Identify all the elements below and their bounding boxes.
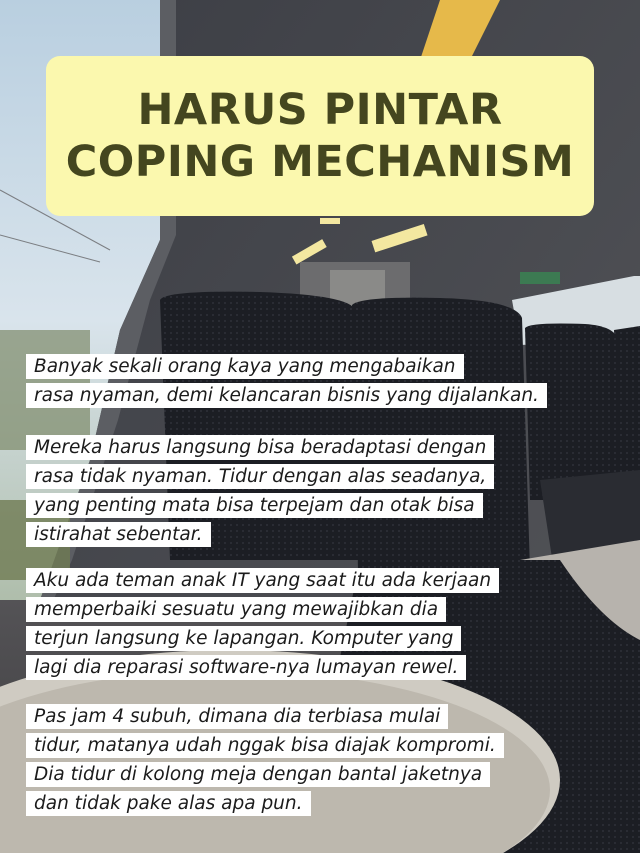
title-card	[46, 56, 594, 216]
caption-line: Dia tidur di kolong meja dengan bantal jaketnya	[26, 762, 490, 787]
caption-line: Banyak sekali orang kaya yang mengabaikan	[26, 354, 464, 379]
caption-line: Pas jam 4 subuh, dimana dia terbiasa mulai	[26, 704, 448, 729]
title-line-1: HARUS PINTAR	[137, 85, 503, 135]
caption-line: Aku ada teman anak IT yang saat itu ada kerjaan	[26, 568, 499, 593]
title-line-2: COPING MECHANISM	[65, 137, 575, 187]
caption-line: tidur, matanya udah nggak bisa diajak kompromi.	[26, 733, 504, 758]
paragraph-4	[26, 704, 504, 820]
caption-line: terjun langsung ke lapangan. Komputer yang	[26, 626, 461, 651]
caption-line: rasa nyaman, demi kelancaran bisnis yang dijalankan.	[26, 383, 547, 408]
caption-line: lagi dia reparasi software-nya lumayan rewel.	[26, 655, 466, 680]
caption-line: Mereka harus langsung bisa beradaptasi dengan	[26, 435, 494, 460]
paragraph-3	[26, 568, 499, 684]
caption-line: yang penting mata bisa terpejam dan otak bisa	[26, 493, 483, 518]
paragraph-1	[26, 354, 547, 412]
caption-line: istirahat sebentar.	[26, 522, 211, 547]
caption-line: memperbaiki sesuatu yang mewajibkan dia	[26, 597, 446, 622]
paragraph-2	[26, 435, 494, 551]
caption-line: rasa tidak nyaman. Tidur dengan alas seadanya,	[26, 464, 494, 489]
caption-line: dan tidak pake alas apa pun.	[26, 791, 311, 816]
